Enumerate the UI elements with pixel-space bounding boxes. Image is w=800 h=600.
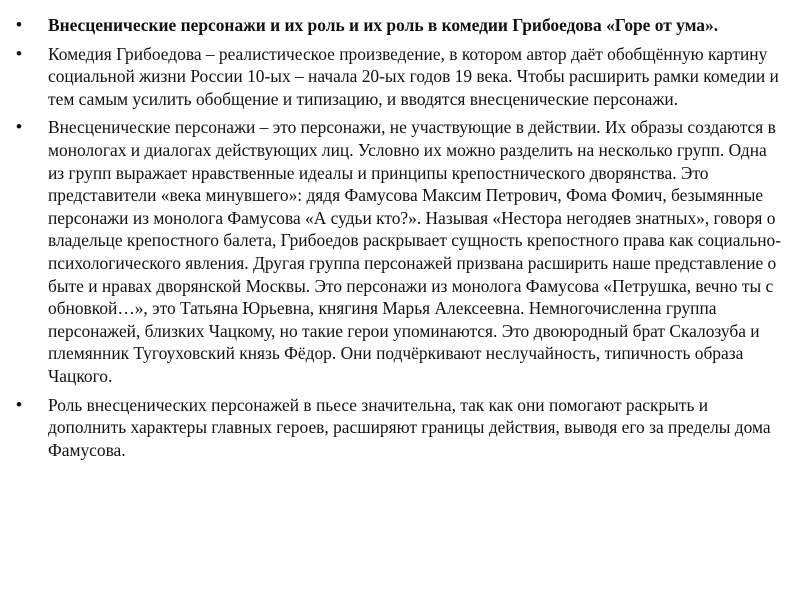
paragraph-text: Комедия Грибоедова – реалистическое произведение, в котором автор даёт обобщённую картину социальной жизни России 10-ых – начала 20-ых годов 19 века. Чтобы расширить рамки комедии и тем самым усилить обобщение и типизацию, и вводятся внесценические персонажи.	[48, 43, 779, 109]
paragraph-item	[14, 394, 786, 462]
bullet-icon: •	[16, 15, 22, 34]
bullet-list	[14, 14, 786, 467]
heading-item	[14, 14, 786, 37]
bullet-icon: •	[16, 43, 22, 63]
bullet-icon: •	[16, 117, 22, 137]
paragraph-item	[14, 43, 786, 111]
heading-text: Внесценические персонажи и их роль и их роль в комедии Грибоедова «Горе от ума».	[48, 15, 719, 35]
paragraph-text: Внесценические персонажи – это персонажи, не участвующие в действии. Их образы создаются в монологах и диалогах действующих лиц. Условно их можно разделить на несколько групп. Одна из групп выражает нравственные идеалы и принципы крепостнического дворянства. Это представители «века минувшего»: дядя Фамусова Максим Петрович, Фома Фомич, безымянные персонажи из монолога Фамусова «А судьи кто?». Называя «Нестора негодяев знатных», говоря о владельце крепостного балета, Грибоедов раскрывает сущность крепостного права как социально-психологического явления. Другая группа персонажей призвана расширить наше представление о быте и нравах дворянской Москвы. Это персонажи из монолога Фамусова «Петрушка, вечно ты с обновкой…», это Татьяна Юрьевна, княгиня Марья Алексеевна. Немногочисленна группа персонажей, близких Чацкому, но такие герои упоминаются. Это двоюродный брат Скалозуба и племянник Тугоуховский князь Фёдор. Они подчёркивают неслучайность, типичность образа Чацкого.	[48, 117, 782, 386]
bullet-icon: •	[16, 394, 22, 414]
paragraph-item	[14, 116, 786, 387]
paragraph-text: Роль внесценических персонажей в пьесе значительна, так как они помогают раскрыть и дополнить характеры главных героев, расширяют границы действия, выводя его за пределы дома Фамусова.	[48, 394, 771, 460]
